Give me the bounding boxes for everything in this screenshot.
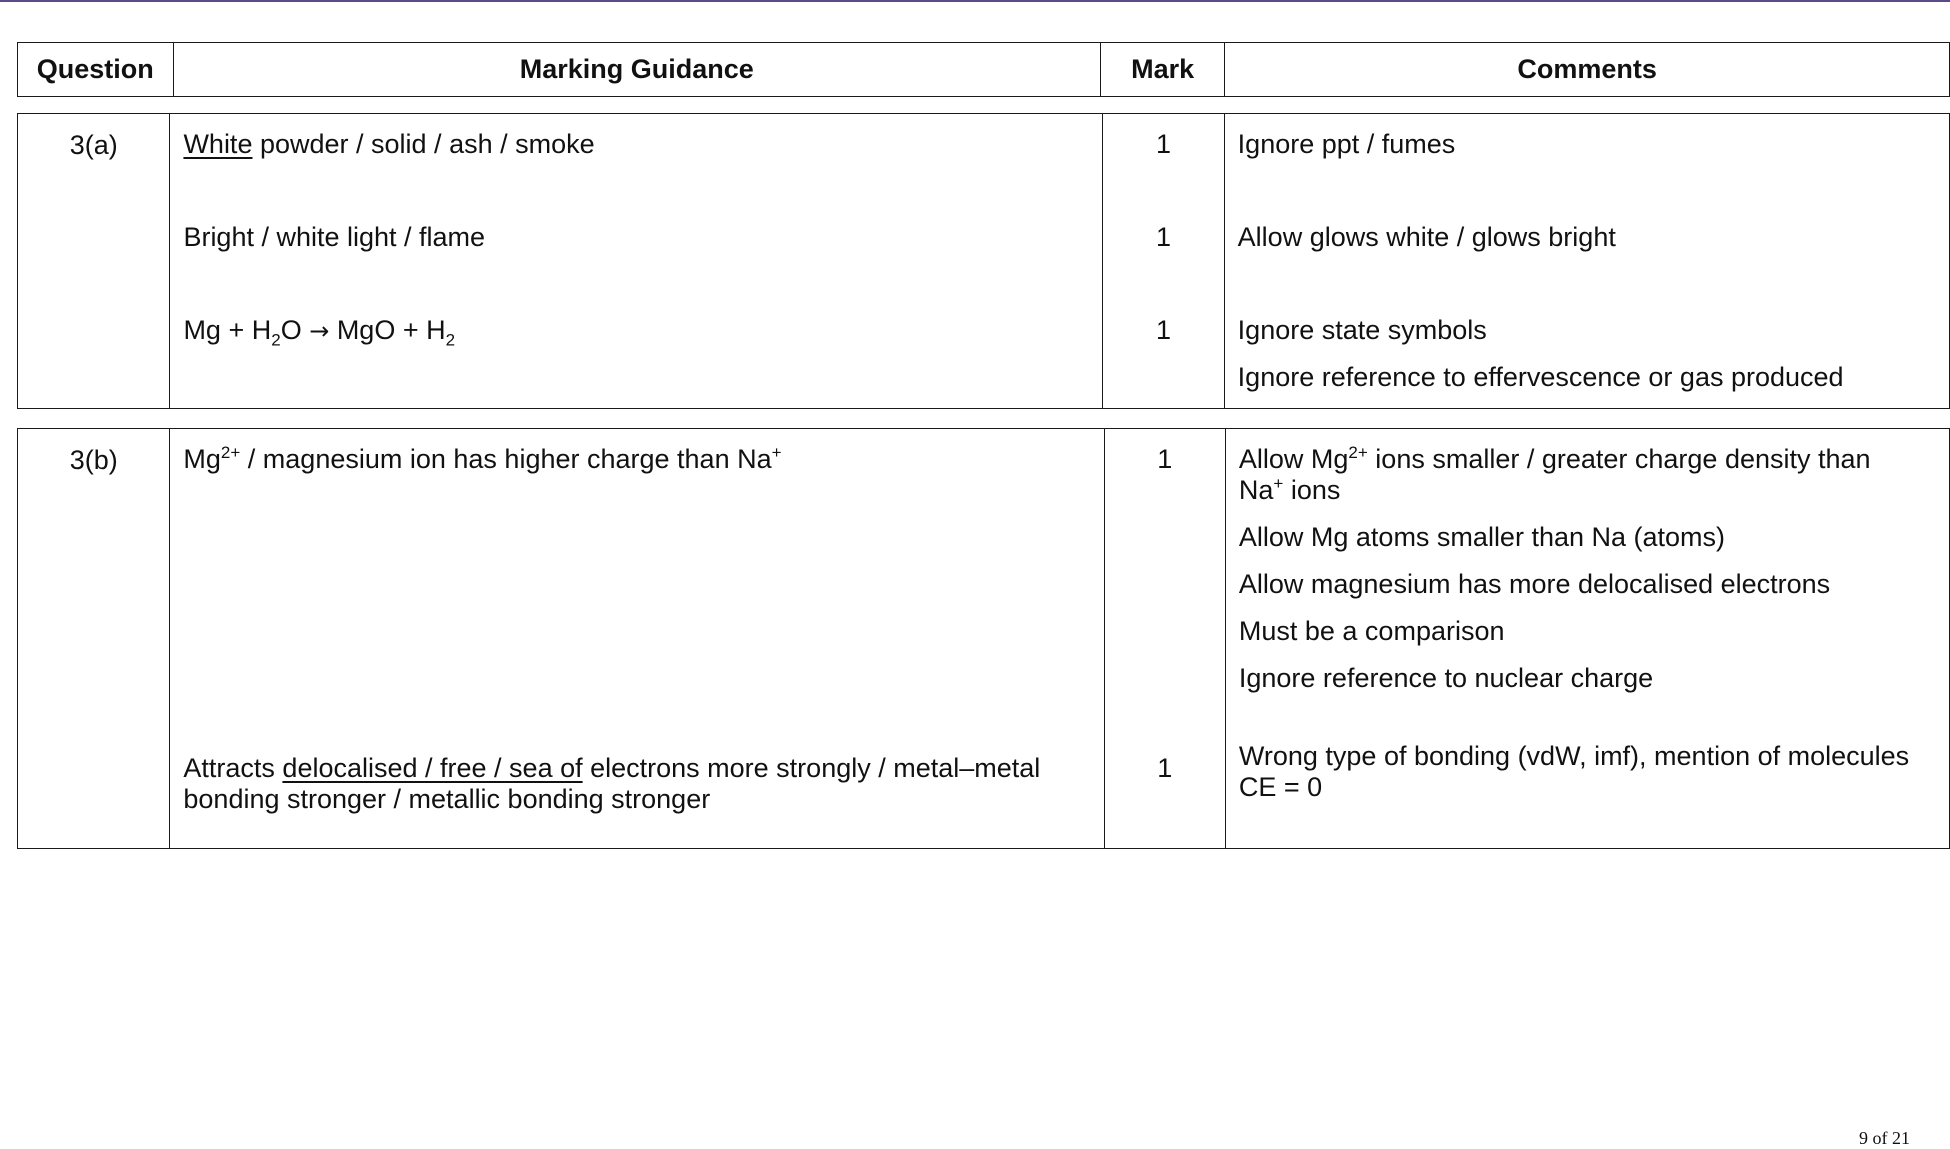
question-3a-table <box>17 113 1950 409</box>
guidance-line: bonding stronger / metallic bonding stronger <box>183 784 711 814</box>
question-3b-cell <box>18 429 170 849</box>
question-3b-table <box>17 428 1950 849</box>
guidance-cell <box>170 429 1104 849</box>
header-question: Question <box>18 43 174 97</box>
page-number: 9 of 21 <box>1859 1128 1910 1148</box>
guidance-line: Bright / white light / flame <box>183 222 486 252</box>
question-3a-cell <box>18 114 170 409</box>
mark-value: 1 <box>1157 753 1173 783</box>
question-3a-row <box>18 114 1950 409</box>
comment-line: Allow Mg atoms smaller than Na (atoms) <box>1238 522 1726 552</box>
guidance-line: $Mg^{2+}$ / magnesium ion has higher charge than Na+ <box>183 443 782 474</box>
question-label: 3(b) <box>69 445 118 475</box>
header-row <box>18 43 1950 97</box>
comment-line: Na+ ions <box>1238 474 1341 505</box>
header-table <box>17 42 1950 97</box>
comment-line: Must be a comparison <box>1238 616 1505 646</box>
mark-value: 1 <box>1157 444 1173 474</box>
mark-value: 1 <box>1155 129 1171 159</box>
mark-value: 1 <box>1155 222 1171 252</box>
comment-line: Ignore state symbols <box>1237 315 1487 345</box>
comment-line: Ignore reference to nuclear charge <box>1238 663 1654 693</box>
header-mark: Mark <box>1100 43 1224 97</box>
question-label: 3(a) <box>69 130 118 160</box>
comment-line: CE = 0 <box>1238 772 1323 802</box>
header-marking-guidance: Marking Guidance <box>173 43 1100 97</box>
comment-line: Ignore ppt / fumes <box>1237 129 1456 159</box>
comment-line: Ignore reference to effervescence or gas produced <box>1237 362 1844 392</box>
guidance-cell <box>170 114 1103 409</box>
right-arrow-icon: → <box>309 317 330 345</box>
mark-value: 1 <box>1155 315 1171 345</box>
comments-cell <box>1225 429 1949 849</box>
comment-line: Allow $Mg^{2+}$ ions smaller / greater charge density than <box>1238 443 1871 474</box>
guidance-line: White powder / solid / ash / smoke <box>183 129 595 159</box>
comments-cell <box>1224 114 1949 409</box>
comment-line: Wrong type of bonding (vdW, imf), mention of molecules <box>1238 741 1910 771</box>
guidance-line: Attracts delocalised / free / sea of electrons more strongly / metal–metal <box>183 753 1041 783</box>
comment-line: Allow glows white / glows bright <box>1237 222 1616 252</box>
mark-cell <box>1103 114 1224 409</box>
underlined-text: White <box>183 129 253 159</box>
chemical-equation: $Mg + H_2O$ → MgO + $H_2$ <box>183 315 456 350</box>
comment-line: Allow magnesium has more delocalised electrons <box>1238 569 1831 599</box>
question-3b-row <box>18 429 1950 849</box>
underlined-text: delocalised / free / sea of <box>282 753 583 783</box>
header-comments: Comments <box>1225 43 1950 97</box>
top-rule <box>0 0 1950 2</box>
mark-cell <box>1104 429 1225 849</box>
